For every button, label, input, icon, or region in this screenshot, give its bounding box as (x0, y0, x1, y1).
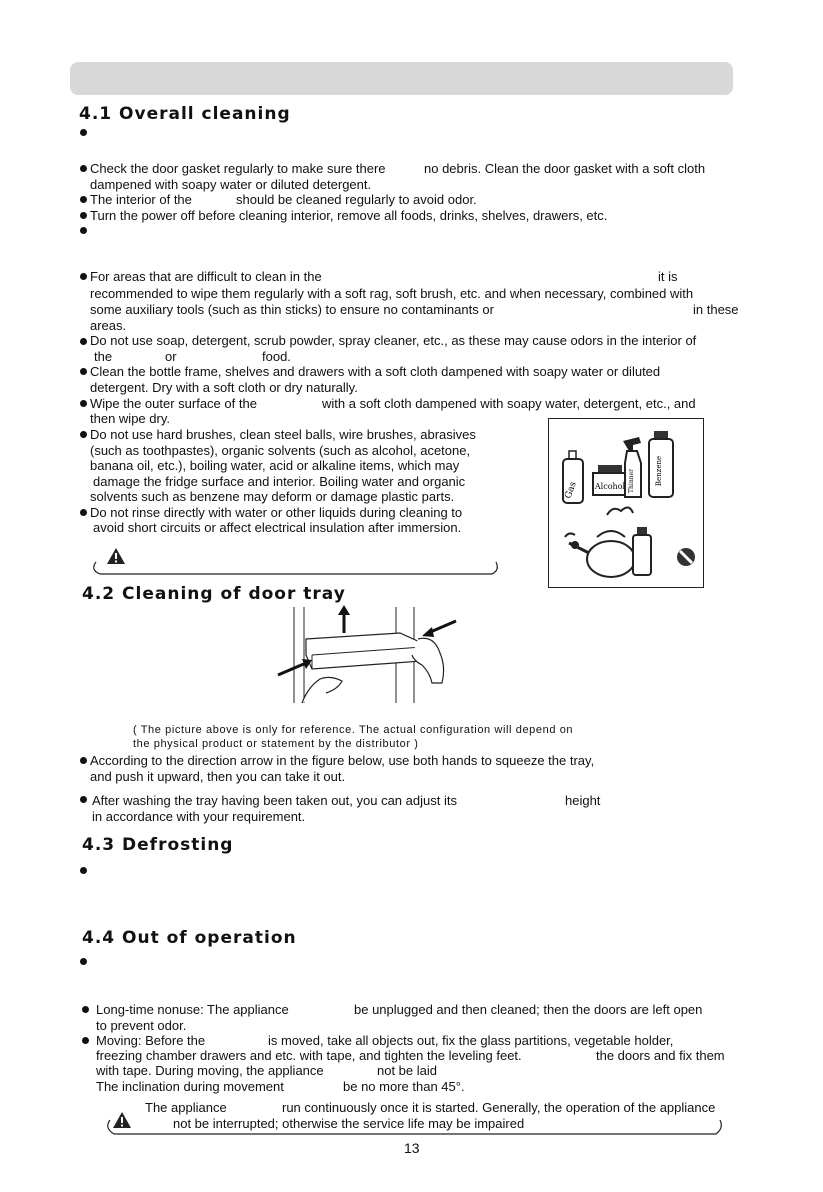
warning-triangle-icon (107, 548, 125, 564)
text-line: dampened with soapy water or diluted detergent. (90, 177, 372, 192)
text-line: not be interrupted; otherwise the service life may be impaired (173, 1116, 525, 1131)
text-line: should be cleaned regularly to avoid odor. (236, 192, 477, 207)
text-line: some auxiliary tools (such as thin sticks) to ensure no contaminants or (90, 302, 494, 317)
text-line: then wipe dry. (90, 411, 170, 426)
bullet (80, 431, 87, 438)
text-line: be unplugged and then cleaned; then the doors are left open (354, 1002, 703, 1017)
text-line: Do not use hard brushes, clean steel balls, wire brushes, abrasives (90, 427, 476, 442)
bullet (80, 338, 87, 345)
text-line: avoid short circuits or affect electrical insulation after immersion. (93, 520, 462, 535)
text-line: Turn the power off before cleaning interior, remove all foods, drinks, shelves, drawers, etc. (90, 208, 608, 223)
door-tray-removal-figure (272, 603, 462, 711)
section-header-bar (70, 62, 733, 95)
text-line: After washing the tray having been taken out, you can adjust its (92, 793, 457, 808)
text-line: not be laid (377, 1063, 437, 1078)
text-line: Wipe the outer surface of the (90, 396, 257, 411)
text-line: recommended to wipe them regularly with a soft rag, soft brush, etc. and when necessary, combined with (90, 286, 694, 301)
benzene-can-icon (649, 431, 673, 497)
svg-text:Alcohol: Alcohol (594, 482, 626, 491)
alcohol-jar-icon (593, 465, 627, 495)
bullet (82, 1006, 89, 1013)
text-line: The inclination during movement (96, 1079, 284, 1094)
right-arrow-icon (278, 659, 312, 675)
bullet (80, 867, 87, 874)
prohibited-chemicals-illustration (548, 418, 704, 588)
prohibited-icon (677, 548, 695, 566)
text-line: Long-time nonuse: The appliance (96, 1002, 289, 1017)
section-heading-4-3: 4.3 Defrosting (82, 835, 234, 855)
text-line: (such as toothpastes), organic solvents (such as alcohol, acetone, (90, 443, 471, 458)
text-line: The appliance (145, 1100, 227, 1115)
figure-caption: the physical product or statement by the distributor ) (133, 738, 419, 750)
text-line: height (565, 793, 601, 808)
text-line: the (94, 349, 113, 364)
text-line: no debris. Clean the door gasket with a soft cloth (424, 161, 706, 176)
warning-triangle-icon (113, 1112, 131, 1128)
bullet (80, 368, 87, 375)
text-line: For areas that are difficult to clean in the (90, 269, 322, 284)
gas-bottle-icon (563, 451, 583, 503)
text-line: Moving: Before the (96, 1033, 206, 1048)
left-arrow-icon (422, 621, 456, 637)
text-line: solvents such as benzene may deform or damage plastic parts. (90, 489, 455, 504)
up-arrow-icon (338, 605, 350, 633)
spray-bottle-icon (623, 437, 641, 497)
text-line: detergent. Dry with a soft cloth or dry naturally. (90, 380, 358, 395)
right-hand-icon (412, 638, 444, 683)
bullet (80, 227, 87, 234)
svg-text:Thinner: Thinner (628, 469, 635, 493)
text-line: is moved, take all objects out, fix the glass partitions, vegetable holder, (268, 1033, 674, 1048)
text-line: freezing chamber drawers and etc. with tape, and tighten the leveling feet. (96, 1048, 522, 1063)
bullet (80, 796, 87, 803)
text-line: in these (693, 302, 739, 317)
section-heading-4-1: 4.1 Overall cleaning (79, 104, 291, 124)
bullet (80, 212, 87, 219)
text-line: damage the fridge surface and interior. Boiling water and organic (93, 474, 466, 489)
text-line: banana oil, etc.), boiling water, acid or alkaline items, which may (90, 458, 460, 473)
page-number: 13 (404, 1140, 420, 1156)
text-line: Check the door gasket regularly to make sure there (90, 161, 386, 176)
text-line: Do not rinse directly with water or other liquids during cleaning to (90, 505, 463, 520)
bullet (80, 129, 87, 136)
text-line: The interior of the (90, 192, 192, 207)
warning-bar (102, 1108, 727, 1138)
section-heading-4-4: 4.4 Out of operation (82, 928, 297, 948)
svg-text:Gas: Gas (563, 480, 579, 501)
text-line: run continuously once it is started. Generally, the operation of the appliance (282, 1100, 716, 1115)
text-line: According to the direction arrow in the figure below, use both hands to squeeze the tray, (90, 753, 595, 768)
figure-caption: ( The picture above is only for reference. The actual configuration will depend on (133, 724, 574, 736)
bullet (82, 1037, 89, 1044)
text-line: food. (262, 349, 291, 364)
text-line: or (165, 349, 177, 364)
text-line: be no more than 45°. (343, 1079, 465, 1094)
boiling-kettle-icon (565, 507, 635, 577)
warning-bar (88, 542, 502, 576)
text-line: areas. (90, 318, 127, 333)
svg-text:Benzene: Benzene (655, 455, 663, 487)
text-line: it is (658, 269, 678, 284)
text-line: in accordance with your requirement. (92, 809, 306, 824)
bullet (80, 509, 87, 516)
bullet (80, 273, 87, 280)
text-line: with tape. During moving, the appliance (96, 1063, 324, 1078)
text-line: Clean the bottle frame, shelves and drawers with a soft cloth dampened with soapy water or diluted (90, 364, 661, 379)
section-heading-4-2: 4.2 Cleaning of door tray (82, 584, 346, 604)
solvent-bottle-icon (633, 527, 651, 575)
text-line: the doors and fix them (596, 1048, 725, 1063)
bullet (80, 165, 87, 172)
text-line: with a soft cloth dampened with soapy water, detergent, etc., and (322, 396, 696, 411)
text-line: Do not use soap, detergent, scrub powder, spray cleaner, etc., as these may cause odors in the interior of (90, 333, 697, 348)
bullet (80, 757, 87, 764)
text-line: and push it upward, then you can take it out. (90, 769, 346, 784)
left-hand-icon (302, 677, 342, 703)
bullet (80, 400, 87, 407)
bullet (80, 196, 87, 203)
bullet (80, 958, 87, 965)
text-line: to prevent odor. (96, 1018, 187, 1033)
